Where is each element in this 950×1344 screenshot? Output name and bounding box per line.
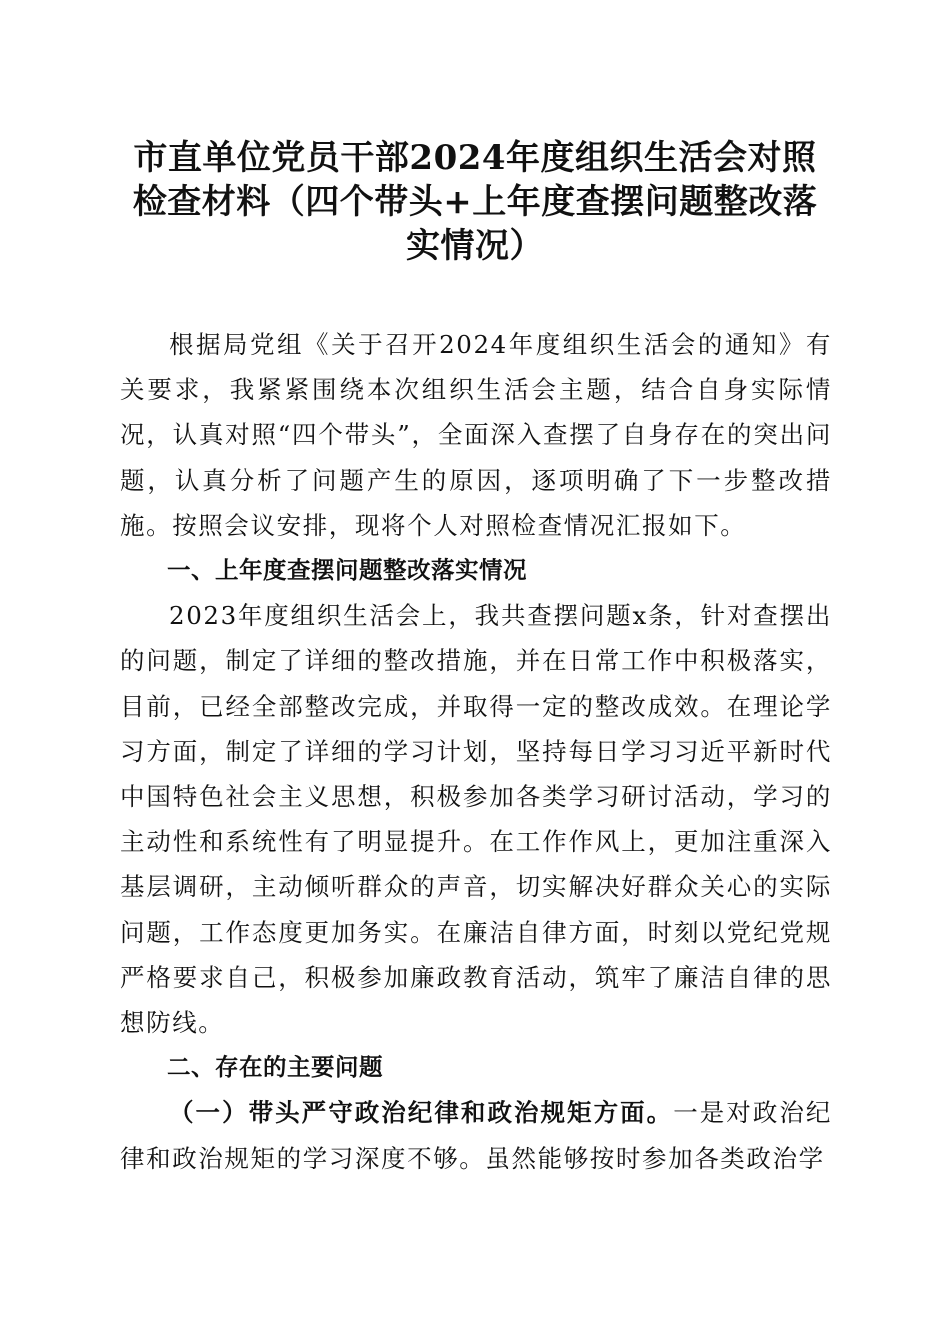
section-1-paragraph: 2023年度组织生活会上，我共查摆问题x条，针对查摆出的问题，制定了详细的整改措施，并在日常工作中积极落实，目前，已经全部整改完成，并取得一定的整改成效。在理论学习方面，制定了详细的学习计划，坚持每日学习习近平新时代中国特色社会主义思想，积极参加各类学习研讨活动，学习的主动性和系统性有了明显提升。在工作作风上，更加注重深入基层调研，主动倾听群众的声音，切实解决好群众关心的实际问题，工作态度更加务实。在廉洁自律方面，时刻以党纪党规严格要求自己，积极参加廉政教育活动，筑牢了廉洁自律的思想防线。: [120, 601, 832, 1038]
subsection-1-text: 一是对政治纪律和政治规矩的学习深度不够。虽然能够按时参加各类政治学: [120, 1098, 832, 1173]
section-2-heading: 二、存在的主要问题: [167, 1053, 383, 1082]
title-line-3: 实情况）: [406, 226, 544, 266]
subsection-1-heading: （一）带头严守政治纪律和政治规矩方面。: [169, 1098, 674, 1128]
section-1-heading: 一、上年度查摆问题整改落实情况: [167, 556, 527, 585]
title-line-1: 市直单位党员干部2024年度组织生活会对照: [133, 138, 817, 178]
title-line-2: 检查材料（四个带头+上年度查摆问题整改落: [132, 182, 818, 222]
section-2-paragraph: [120, 1090, 832, 1180]
document-body: [120, 322, 832, 1181]
document-title: [110, 136, 840, 268]
intro-paragraph: 根据局党组《关于召开2024年度组织生活会的通知》有关要求，我紧紧围绕本次组织生活会主题，结合自身实际情况，认真对照“四个带头”，全面深入查摆了自身存在的突出问题，认真分析了问题产生的原因，逐项明确了下一步整改措施。按照会议安排，现将个人对照检查情况汇报如下。: [120, 330, 832, 540]
